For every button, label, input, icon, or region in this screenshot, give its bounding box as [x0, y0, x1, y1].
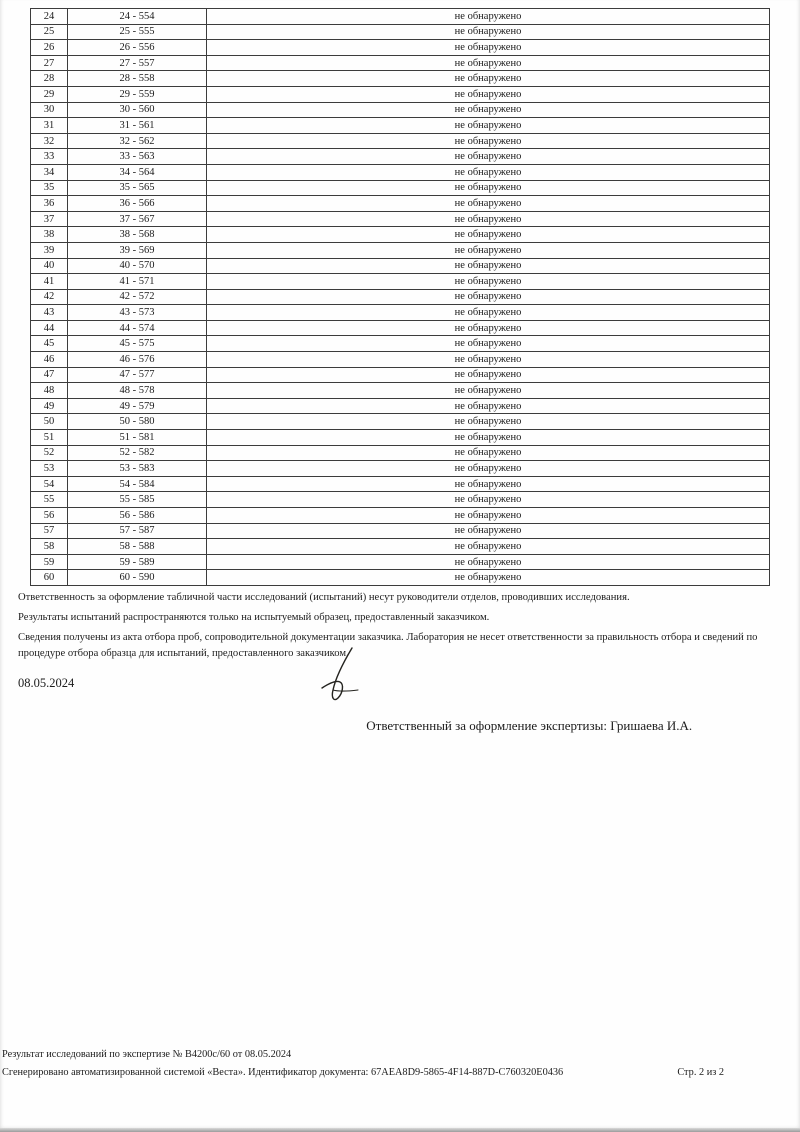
result-value: не обнаружено	[207, 242, 770, 258]
result-value: не обнаружено	[207, 102, 770, 118]
note-responsibility: Ответственность за оформление табличной части исследований (испытаний) несут руководители отделов, проводивших исследования.	[18, 592, 630, 603]
table-row	[31, 383, 770, 399]
row-number: 48	[31, 383, 68, 399]
result-value: не обнаружено	[207, 492, 770, 508]
sample-code: 29 - 559	[68, 86, 207, 102]
handwritten-signature	[318, 646, 364, 704]
sample-code: 59 - 589	[68, 554, 207, 570]
sample-code: 28 - 558	[68, 71, 207, 87]
table-row	[31, 118, 770, 134]
table-row	[31, 258, 770, 274]
table-row	[31, 289, 770, 305]
result-value: не обнаружено	[207, 258, 770, 274]
table-row	[31, 133, 770, 149]
result-value: не обнаружено	[207, 24, 770, 40]
table-row	[31, 71, 770, 87]
result-value: не обнаружено	[207, 211, 770, 227]
row-number: 36	[31, 196, 68, 212]
sample-code: 30 - 560	[68, 102, 207, 118]
page-number: Стр. 2 из 2	[677, 1066, 724, 1078]
row-number: 54	[31, 476, 68, 492]
result-value: не обнаружено	[207, 9, 770, 25]
row-number: 41	[31, 274, 68, 290]
result-value: не обнаружено	[207, 430, 770, 446]
table-row	[31, 445, 770, 461]
sample-code: 57 - 587	[68, 523, 207, 539]
signature-block	[318, 676, 692, 734]
row-number: 34	[31, 164, 68, 180]
table-row	[31, 367, 770, 383]
row-number: 58	[31, 539, 68, 555]
table-row	[31, 211, 770, 227]
table-row	[31, 9, 770, 25]
table-row	[31, 180, 770, 196]
row-number: 42	[31, 289, 68, 305]
row-number: 49	[31, 398, 68, 414]
table-row	[31, 227, 770, 243]
table-row	[31, 476, 770, 492]
sample-code: 52 - 582	[68, 445, 207, 461]
sample-code: 36 - 566	[68, 196, 207, 212]
sample-code: 35 - 565	[68, 180, 207, 196]
row-number: 38	[31, 227, 68, 243]
table-row	[31, 523, 770, 539]
table-row	[31, 461, 770, 477]
table-row	[31, 414, 770, 430]
table-row	[31, 430, 770, 446]
sample-code: 46 - 576	[68, 352, 207, 368]
table-row	[31, 554, 770, 570]
scan-bottom-edge	[0, 1128, 800, 1132]
table-row	[31, 40, 770, 56]
result-value: не обнаружено	[207, 55, 770, 71]
result-value: не обнаружено	[207, 336, 770, 352]
result-value: не обнаружено	[207, 164, 770, 180]
sample-code: 44 - 574	[68, 320, 207, 336]
sample-code: 55 - 585	[68, 492, 207, 508]
result-value: не обнаружено	[207, 86, 770, 102]
result-value: не обнаружено	[207, 149, 770, 165]
sample-code: 56 - 586	[68, 508, 207, 524]
table-row	[31, 508, 770, 524]
result-value: не обнаружено	[207, 274, 770, 290]
row-number: 47	[31, 367, 68, 383]
row-number: 50	[31, 414, 68, 430]
note-scope: Результаты испытаний распространяются только на испытуемый образец, предоставленный заказчиком.	[18, 611, 490, 623]
row-number: 30	[31, 102, 68, 118]
row-number: 40	[31, 258, 68, 274]
sample-code: 47 - 577	[68, 367, 207, 383]
table-row	[31, 320, 770, 336]
row-number: 51	[31, 430, 68, 446]
row-number: 53	[31, 461, 68, 477]
row-number: 24	[31, 9, 68, 25]
table-row	[31, 274, 770, 290]
table-row	[31, 86, 770, 102]
result-value: не обнаружено	[207, 289, 770, 305]
table-row	[31, 336, 770, 352]
row-number: 46	[31, 352, 68, 368]
row-number: 57	[31, 523, 68, 539]
sample-code: 41 - 571	[68, 274, 207, 290]
row-number: 44	[31, 320, 68, 336]
sample-code: 48 - 578	[68, 383, 207, 399]
row-number: 35	[31, 180, 68, 196]
row-number: 28	[31, 71, 68, 87]
row-number: 43	[31, 305, 68, 321]
row-number: 60	[31, 570, 68, 586]
result-value: не обнаружено	[207, 118, 770, 134]
row-number: 37	[31, 211, 68, 227]
result-value: не обнаружено	[207, 320, 770, 336]
result-value: не обнаружено	[207, 367, 770, 383]
row-number: 29	[31, 86, 68, 102]
result-value: не обнаружено	[207, 40, 770, 56]
sample-code: 24 - 554	[68, 9, 207, 25]
row-number: 39	[31, 242, 68, 258]
sample-code: 40 - 570	[68, 258, 207, 274]
result-value: не обнаружено	[207, 227, 770, 243]
result-value: не обнаружено	[207, 180, 770, 196]
result-value: не обнаружено	[207, 398, 770, 414]
sample-code: 45 - 575	[68, 336, 207, 352]
row-number: 27	[31, 55, 68, 71]
sample-code: 39 - 569	[68, 242, 207, 258]
result-value: не обнаружено	[207, 570, 770, 586]
page-footer	[2, 1046, 770, 1081]
row-number: 31	[31, 118, 68, 134]
sample-code: 34 - 564	[68, 164, 207, 180]
table-row	[31, 149, 770, 165]
note-sampling: Сведения получены из акта отбора проб, сопроводительной документации заказчика. Лаборатория не несет ответственности за правильность отбора и сведений по процедуре отбора образца для испытаний, предоставленного заказчиком.	[18, 631, 758, 659]
result-value: не обнаружено	[207, 352, 770, 368]
result-value: не обнаружено	[207, 523, 770, 539]
results-table	[30, 8, 770, 586]
result-value: не обнаружено	[207, 539, 770, 555]
table-row	[31, 398, 770, 414]
sample-code: 60 - 590	[68, 570, 207, 586]
row-number: 32	[31, 133, 68, 149]
result-value: не обнаружено	[207, 461, 770, 477]
result-value: не обнаружено	[207, 554, 770, 570]
sample-code: 27 - 557	[68, 55, 207, 71]
table-row	[31, 539, 770, 555]
sample-code: 31 - 561	[68, 118, 207, 134]
results-table-body	[31, 9, 770, 586]
result-value: не обнаружено	[207, 305, 770, 321]
result-value: не обнаружено	[207, 414, 770, 430]
table-row	[31, 55, 770, 71]
sample-code: 58 - 588	[68, 539, 207, 555]
footer-generated-line: Сгенерировано автоматизированной системой «Веста». Идентификатор документа: 67AEA8D9-5865-4F14-887D-C760320E0436	[2, 1066, 564, 1078]
sample-code: 42 - 572	[68, 289, 207, 305]
sample-code: 43 - 573	[68, 305, 207, 321]
result-value: не обнаружено	[207, 445, 770, 461]
sample-code: 50 - 580	[68, 414, 207, 430]
sample-code: 37 - 567	[68, 211, 207, 227]
table-row	[31, 352, 770, 368]
result-value: не обнаружено	[207, 133, 770, 149]
row-number: 55	[31, 492, 68, 508]
row-number: 33	[31, 149, 68, 165]
sample-code: 26 - 556	[68, 40, 207, 56]
row-number: 25	[31, 24, 68, 40]
table-row	[31, 24, 770, 40]
sample-code: 53 - 583	[68, 461, 207, 477]
row-number: 59	[31, 554, 68, 570]
table-row	[31, 570, 770, 586]
sample-code: 51 - 581	[68, 430, 207, 446]
footer-expertise-line: Результат исследований по экспертизе № В4200с/60 от 08.05.2024	[2, 1049, 292, 1060]
row-number: 56	[31, 508, 68, 524]
row-number: 45	[31, 336, 68, 352]
table-row	[31, 492, 770, 508]
sample-code: 38 - 568	[68, 227, 207, 243]
table-row	[31, 196, 770, 212]
sample-code: 33 - 563	[68, 149, 207, 165]
result-value: не обнаружено	[207, 71, 770, 87]
row-number: 26	[31, 40, 68, 56]
result-value: не обнаружено	[207, 383, 770, 399]
sample-code: 32 - 562	[68, 133, 207, 149]
signature-row	[18, 676, 760, 734]
document-date: 08.05.2024	[18, 676, 75, 690]
result-value: не обнаружено	[207, 508, 770, 524]
notes-section	[18, 590, 770, 666]
signature-label: Ответственный за оформление экспертизы: Гришаева И.А.	[366, 718, 693, 733]
result-value: не обнаружено	[207, 196, 770, 212]
sample-code: 25 - 555	[68, 24, 207, 40]
row-number: 52	[31, 445, 68, 461]
sample-code: 49 - 579	[68, 398, 207, 414]
sample-code: 54 - 584	[68, 476, 207, 492]
table-row	[31, 305, 770, 321]
table-row	[31, 242, 770, 258]
table-row	[31, 164, 770, 180]
table-row	[31, 102, 770, 118]
result-value: не обнаружено	[207, 476, 770, 492]
